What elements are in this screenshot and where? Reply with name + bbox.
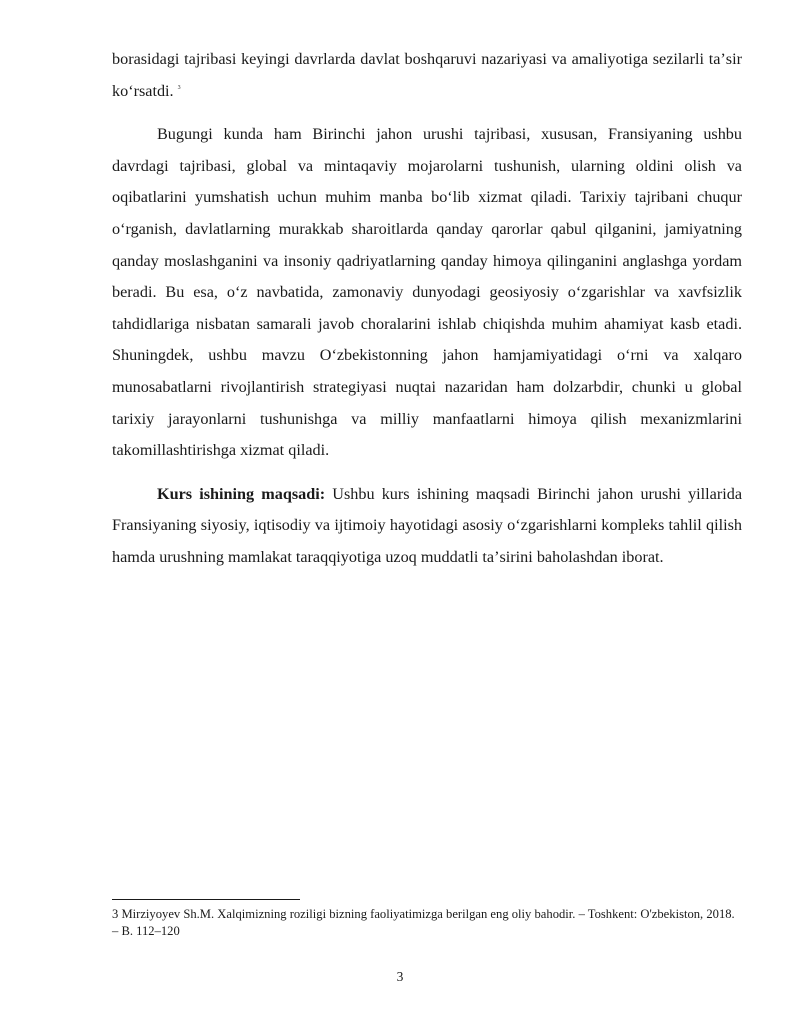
goal-label: Kurs ishining maqsadi: bbox=[157, 484, 326, 503]
paragraph-gap bbox=[112, 467, 742, 479]
paragraph-continuation bbox=[112, 44, 742, 107]
page-number: 3 bbox=[396, 969, 404, 984]
paragraph-gap bbox=[112, 107, 742, 119]
goal-text: Ushbu kurs ishining maqsadi Birinchi jahon urushi yillarida Fransiyaning siyosiy, iqtisodiy va ijtimoiy hayotidagi asosiy oʻzgarishlarni kompleks tahlil qilish hamda urushning mamlakat taraqqiyotiga uzoq muddatli taʼsirini baholashdan iborat. bbox=[112, 484, 743, 566]
footnote: 3 Mirziyoyev Sh.M. Xalqimizning roziligi bizning faoliyatimizga berilgan eng oliy bahodir. – Toshkent: O'zbekiston, 2018. – B. 112–120 bbox=[112, 907, 735, 938]
footnote-separator bbox=[112, 899, 300, 900]
footnote-reference: 3 bbox=[177, 85, 181, 92]
paragraph-continuation-text: borasidagi tajribasi keyingi davrlarda davlat boshqaruvi nazariyasi va amaliyotiga sezilarli taʼsir koʻrsatdi. bbox=[112, 50, 742, 100]
paragraph-relevance: Bugungi kunda ham Birinchi jahon urushi tajribasi, xususan, Fransiyaning ushbu davrdagi tajribasi, global va mintaqaviy mojarolarni tushunish, ularning oldini olish va oqibatlarini yumshatish uchun muhim manba boʻlib xizmat qiladi. Tarixiy tajribani chuqur oʻrganish, davlatlarning murakkab sharoitlarda qanday qarorlar qabul qilganini, jamiyatning qanday moslashganini va insoniy qadriyatlarning qanday himoya qilinganini anglashga yordam beradi. Bu esa, oʻz navbatida, zamonaviy dunyodagi geosiyosiy oʻzgarishlar va xavfsizlik tahdidlariga nisbatan samarali javob choralarini ishlab chiqishda muhim ahamiyat kasb etadi. Shuningdek, ushbu mavzu Oʻzbekistonning jahon hamjamiyatidagi oʻrni va xalqaro munosabatlarni rivojlantirish strategiyasi nuqtai nazaridan ham dolzarbdir, chunki u global tarixiy jarayonlarni tushunishga va milliy manfaatlarni himoya qilish mexanizmlarini takomillashtirishga xizmat qiladi. bbox=[112, 125, 742, 460]
paragraph-goal bbox=[112, 479, 742, 574]
document-body bbox=[112, 44, 742, 574]
